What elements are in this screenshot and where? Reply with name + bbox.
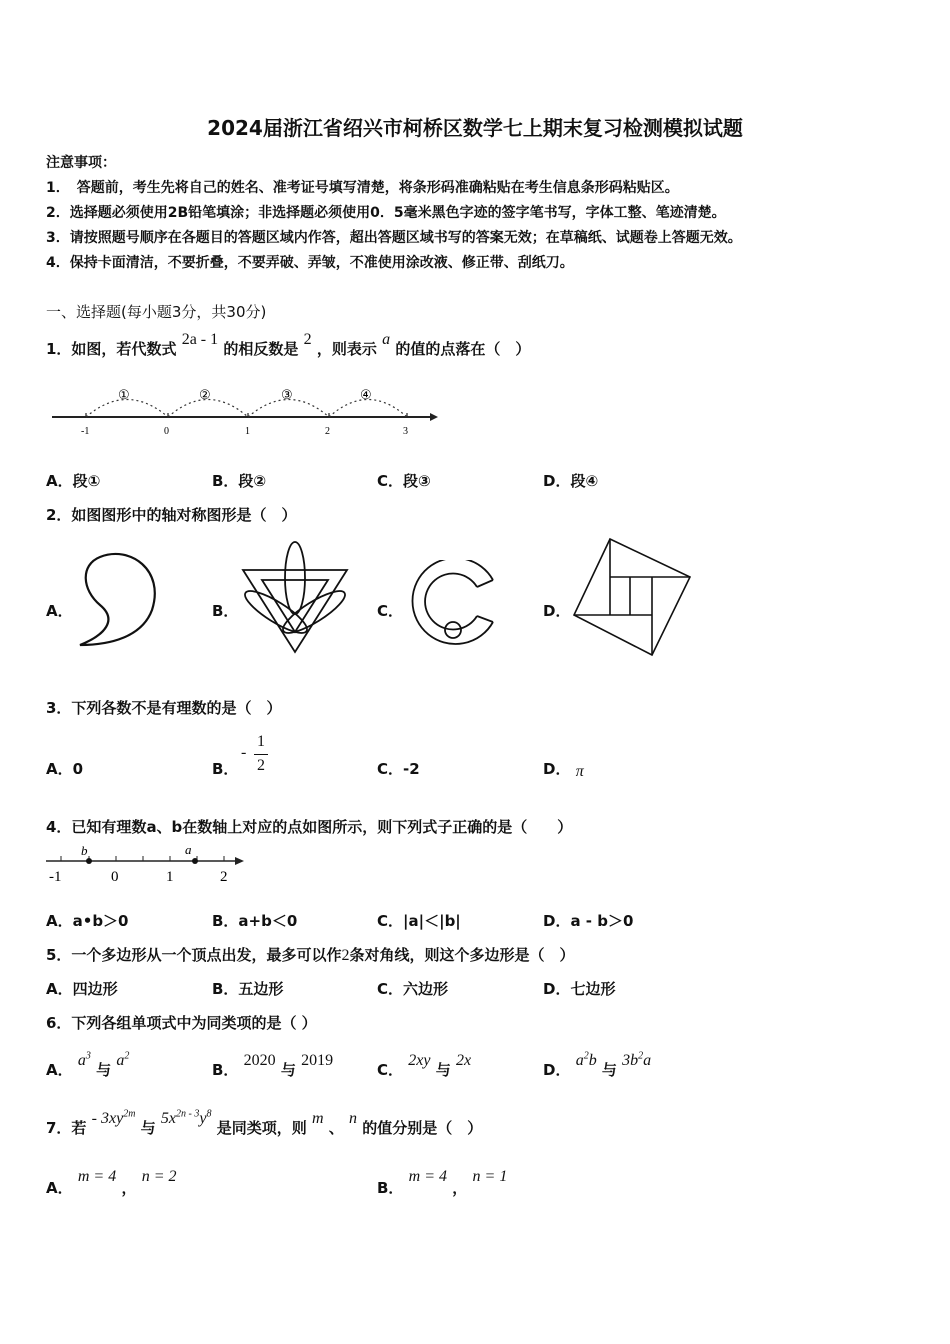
question-7	[46, 1108, 483, 1138]
q7-option-b[interactable]	[377, 1168, 508, 1198]
q1-tick-label: 1	[245, 426, 250, 437]
q6-option-a[interactable]	[46, 1050, 130, 1080]
q7-text-1: 7．若	[46, 1119, 87, 1137]
q4-point-label: b	[81, 843, 88, 858]
q5-option-d[interactable]: D．七边形	[543, 980, 616, 998]
q1-value: 2	[303, 331, 312, 348]
question-3: 3．下列各数不是有理数的是（ ）	[46, 699, 282, 717]
q2-label-a[interactable]: A．	[46, 602, 73, 620]
q3-option-d[interactable]	[543, 758, 584, 779]
q2-figure-a[interactable]	[70, 545, 165, 655]
q7-text-3: 的值分别是（ ）	[362, 1119, 483, 1137]
q3-fraction-numerator: 1	[257, 733, 265, 750]
q1-tick-label: 2	[325, 426, 330, 437]
q6-a-left: $a^3$	[77, 1050, 91, 1069]
question-2: 2．如图图形中的轴对称图形是（ ）	[46, 506, 297, 524]
spiral-shape	[80, 554, 155, 645]
q6-option-c[interactable]	[377, 1052, 472, 1080]
q4-axis-arrow	[235, 857, 244, 865]
q7-b-comma: ，	[452, 1179, 468, 1197]
q5-text-1: 5．一个多边形从一个顶点出发，最多可以作	[46, 946, 342, 964]
q3-pi: π	[575, 763, 584, 780]
q5-option-a[interactable]: A．四边形	[46, 980, 118, 998]
q1-segment-label: ③	[281, 387, 293, 402]
question-4: 4．已知有理数a、b在数轴上对应的点如图所示，则下列式子正确的是（ ）	[46, 818, 573, 836]
q7-text-2: 是同类项，则	[216, 1119, 307, 1137]
q3-fraction-sign: -	[241, 744, 247, 761]
q1-segment-label: ①	[118, 387, 130, 402]
question-5	[46, 944, 574, 965]
q4-point-b	[86, 858, 92, 864]
q7-b-m: m = 4	[408, 1168, 448, 1185]
q7-a-m: m = 4	[77, 1168, 117, 1185]
q1-text-2: 的相反数是	[223, 340, 299, 358]
page-title: 2024届浙江省绍兴市柯桥区数学七上期末复习检测模拟试题	[207, 116, 743, 140]
q6-connector: 与	[280, 1061, 296, 1079]
ellipse-shape	[278, 584, 350, 639]
q6-option-b-label: B．	[212, 1061, 239, 1079]
notice-item-1: 1． 答题前，考生先将自己的姓名、准考证号填写清楚，将条形码准确粘贴在考生信息条形码粘贴区。	[46, 180, 679, 196]
q1-option-c[interactable]: C．段③	[377, 472, 431, 490]
q7-connector: 与	[140, 1119, 156, 1137]
q7-separator: 、	[328, 1119, 344, 1137]
q1-segment-label: ②	[199, 387, 211, 402]
q7-option-a[interactable]	[46, 1168, 177, 1198]
q3-option-c[interactable]: C．-2	[377, 760, 420, 778]
q7-option-a-label: A．	[46, 1179, 73, 1197]
q5-number: 2	[341, 947, 350, 964]
q6-option-d-label: D．	[543, 1061, 571, 1079]
q4-point-a	[192, 858, 198, 864]
q1-text-1: 1．如图，若代数式	[46, 340, 177, 358]
q4-option-c[interactable]: C．|a|＜|b|	[377, 912, 461, 930]
q2-figure-c[interactable]	[405, 560, 505, 650]
q6-b-left: 2020	[243, 1052, 276, 1069]
q4-option-b[interactable]: B．a+b＜0	[212, 912, 298, 930]
q1-option-a[interactable]: A．段①	[46, 472, 101, 490]
q4-tick-label: -1	[49, 869, 62, 885]
notice-item-2: 2．选择题必须使用2B铅笔填涂；非选择题必须使用0．5毫米黑色字迹的签字笔书写，字体工整、笔迹清楚。	[46, 205, 726, 221]
q6-option-b[interactable]	[212, 1052, 334, 1080]
q1-segment-label: ④	[360, 387, 372, 402]
q6-option-d[interactable]	[543, 1050, 652, 1080]
q7-a-comma: ，	[121, 1179, 137, 1197]
q6-d-right: $3b^2a$	[622, 1050, 652, 1069]
notice-item-3: 3．请按照题号顺序在各题目的答题区域内作答，超出答题区域书写的答案无效；在草稿纸、试题卷上答题无效。	[46, 230, 742, 246]
q1-axis-arrow	[430, 413, 438, 421]
q1-option-b[interactable]: B．段②	[212, 472, 267, 490]
q1-tick-label: 0	[164, 426, 169, 437]
notice-item-4: 4．保持卡面清洁，不要折叠，不要弄破、弄皱，不准使用涂改液、修正带、刮纸刀。	[46, 255, 574, 271]
q3-fraction-bar	[254, 754, 268, 755]
q5-option-c[interactable]: C．六边形	[377, 980, 449, 998]
q3-option-b-label: B．	[212, 760, 239, 778]
q1-arc-2	[168, 400, 248, 418]
q7-a-n: n = 2	[141, 1168, 177, 1185]
q4-option-d[interactable]: D．a - b＞0	[543, 912, 634, 930]
q7-var-n: n	[349, 1110, 358, 1127]
q1-arc-1	[86, 400, 168, 418]
q6-c-right: 2x	[455, 1052, 472, 1069]
outer-square	[574, 539, 690, 655]
q1-option-d[interactable]: D．段④	[543, 472, 599, 490]
q4-option-a[interactable]: A．a•b＞0	[46, 912, 129, 930]
q4-tick-label: 1	[166, 869, 174, 885]
q4-number-line	[44, 842, 254, 887]
q2-label-c[interactable]: C．	[377, 602, 404, 620]
q1-text-3: ，则表示	[316, 340, 377, 358]
q6-c-left: 2xy	[408, 1052, 431, 1069]
q2-figure-b[interactable]	[240, 540, 350, 655]
q4-point-label: a	[185, 842, 192, 857]
q1-number-line	[50, 380, 450, 440]
q1-var: a	[382, 331, 391, 348]
inner-c-arc	[425, 574, 477, 630]
q6-a-right: $a^2$	[116, 1050, 130, 1069]
q7-term-1: - $3xy^{2m}$	[91, 1108, 136, 1127]
q6-connector: 与	[435, 1061, 451, 1079]
q7-var-m: m	[311, 1110, 324, 1127]
q3-fraction-denominator: 2	[257, 757, 265, 774]
notice-heading: 注意事项：	[46, 155, 116, 171]
ellipse-shape	[285, 542, 305, 614]
q5-text-2: 条对角线，则这个多边形是（ ）	[349, 946, 575, 964]
ellipse-shape	[240, 584, 312, 639]
q6-connector: 与	[96, 1061, 112, 1079]
q1-arc-4	[329, 400, 407, 418]
q6-option-c-label: C．	[377, 1061, 404, 1079]
q1-tick-label: -1	[81, 426, 90, 437]
q2-label-b[interactable]: B．	[212, 602, 239, 620]
q3-option-d-label: D．	[543, 760, 571, 778]
q6-connector: 与	[601, 1061, 617, 1079]
q1-arc-3	[248, 400, 329, 418]
q3-option-a[interactable]: A．0	[46, 760, 84, 778]
q2-label-d[interactable]: D．	[543, 602, 571, 620]
q7-option-b-label: B．	[377, 1179, 404, 1197]
q1-tick-label: 3	[403, 426, 408, 437]
q1-expr: 2a - 1	[181, 331, 219, 348]
q6-option-a-label: A．	[46, 1061, 73, 1079]
question-6: 6．下列各组单项式中为同类项的是（ ）	[46, 1014, 317, 1032]
q6-d-left: $a^2b$	[575, 1050, 597, 1069]
q1-text-4: 的值的点落在（ ）	[395, 340, 531, 358]
q4-tick-label: 2	[220, 869, 228, 885]
q4-tick-label: 0	[111, 869, 119, 885]
q2-figure-d[interactable]	[570, 535, 695, 660]
q6-b-right: 2019	[301, 1052, 334, 1069]
q3-option-b[interactable]	[212, 758, 238, 779]
q7-b-n: n = 1	[472, 1168, 508, 1185]
inner-triangle-shape	[262, 580, 328, 632]
q5-option-b[interactable]: B．五边形	[212, 980, 284, 998]
q7-term-2: $5x^{2n - 3}y^8$	[160, 1108, 212, 1127]
question-1	[46, 331, 531, 359]
section-heading: 一、选择题(每小题3分，共30分)	[46, 303, 267, 321]
